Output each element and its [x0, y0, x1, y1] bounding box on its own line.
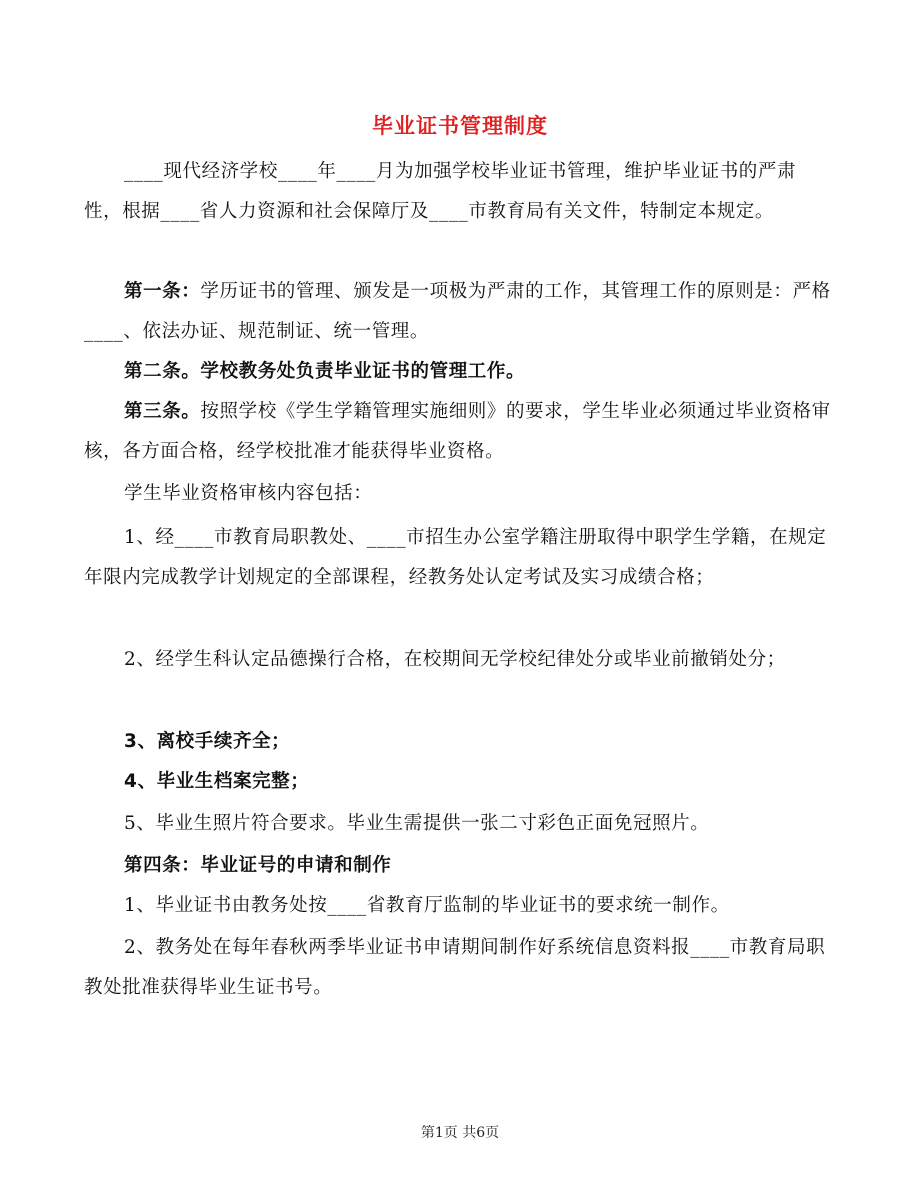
paragraph-lead: 第一条：	[124, 281, 201, 302]
paragraph-lead: 第三条。	[124, 401, 201, 422]
paragraph-article-1	[84, 272, 834, 352]
paragraph-article-4-item-2	[84, 928, 834, 1008]
paragraph-text: 按照学校《学生学籍管理实施细则》的要求，学生毕业必须通过毕业资格审核，各方面合格，经学校批准才能获得毕业资格。	[84, 401, 831, 462]
page-title: 毕业证书管理制度	[372, 114, 548, 138]
paragraph-lead: 3、离校手续齐全；	[124, 731, 291, 752]
paragraph-criteria-1	[84, 518, 834, 598]
paragraph-text: 2、教务处在每年春秋两季毕业证书申请期间制作好系统信息资料报____市教育局职教处批准获得毕业生证书号。	[84, 937, 826, 998]
paragraph-article-2	[84, 352, 834, 392]
paragraph-lead: 第二条。学校教务处负责毕业证书的管理工作。	[124, 361, 526, 382]
paragraph-text: 学生毕业资格审核内容包括：	[124, 483, 373, 504]
page-number: 第1页 共6页	[420, 1125, 500, 1141]
paragraph-lead: 4、毕业生档案完整；	[124, 771, 310, 792]
paragraph-article-3	[84, 392, 834, 472]
paragraph-text: 1、毕业证书由教务处按____省教育厅监制的毕业证书的要求统一制作。	[124, 895, 730, 916]
paragraph-lead: 第四条：毕业证号的申请和制作	[124, 855, 392, 876]
paragraph-criteria-2	[84, 640, 834, 680]
paragraph-criteria-3	[84, 722, 834, 762]
paragraph-text: 5、毕业生照片符合要求。毕业生需提供一张二寸彩色正面免冠照片。	[124, 813, 710, 834]
paragraph-criteria-4	[84, 762, 834, 802]
paragraph-text: ____现代经济学校____年____月为加强学校毕业证书管理，维护毕业证书的严肃性，根据____省人力资源和社会保障厅及____市教育局有关文件，特制定本规定。	[84, 161, 797, 222]
paragraph-criteria-intro	[84, 474, 834, 514]
paragraph-text: 学历证书的管理、颁发是一项极为严肃的工作，其管理工作的原则是：严格____、依法办证、规范制证、统一管理。	[84, 281, 831, 342]
paragraph-text: 2、经学生科认定品德操行合格，在校期间无学校纪律处分或毕业前撤销处分；	[124, 649, 786, 670]
paragraph-criteria-5	[84, 804, 834, 844]
paragraph-intro	[84, 152, 834, 232]
paragraph-article-4	[84, 846, 834, 886]
paragraph-text: 1、经____市教育局职教处、____市招生办公室学籍注册取得中职学生学籍，在规定年限内完成教学计划规定的全部课程，经教务处认定考试及实习成绩合格；	[84, 527, 827, 588]
paragraph-article-4-item-1	[84, 886, 834, 926]
